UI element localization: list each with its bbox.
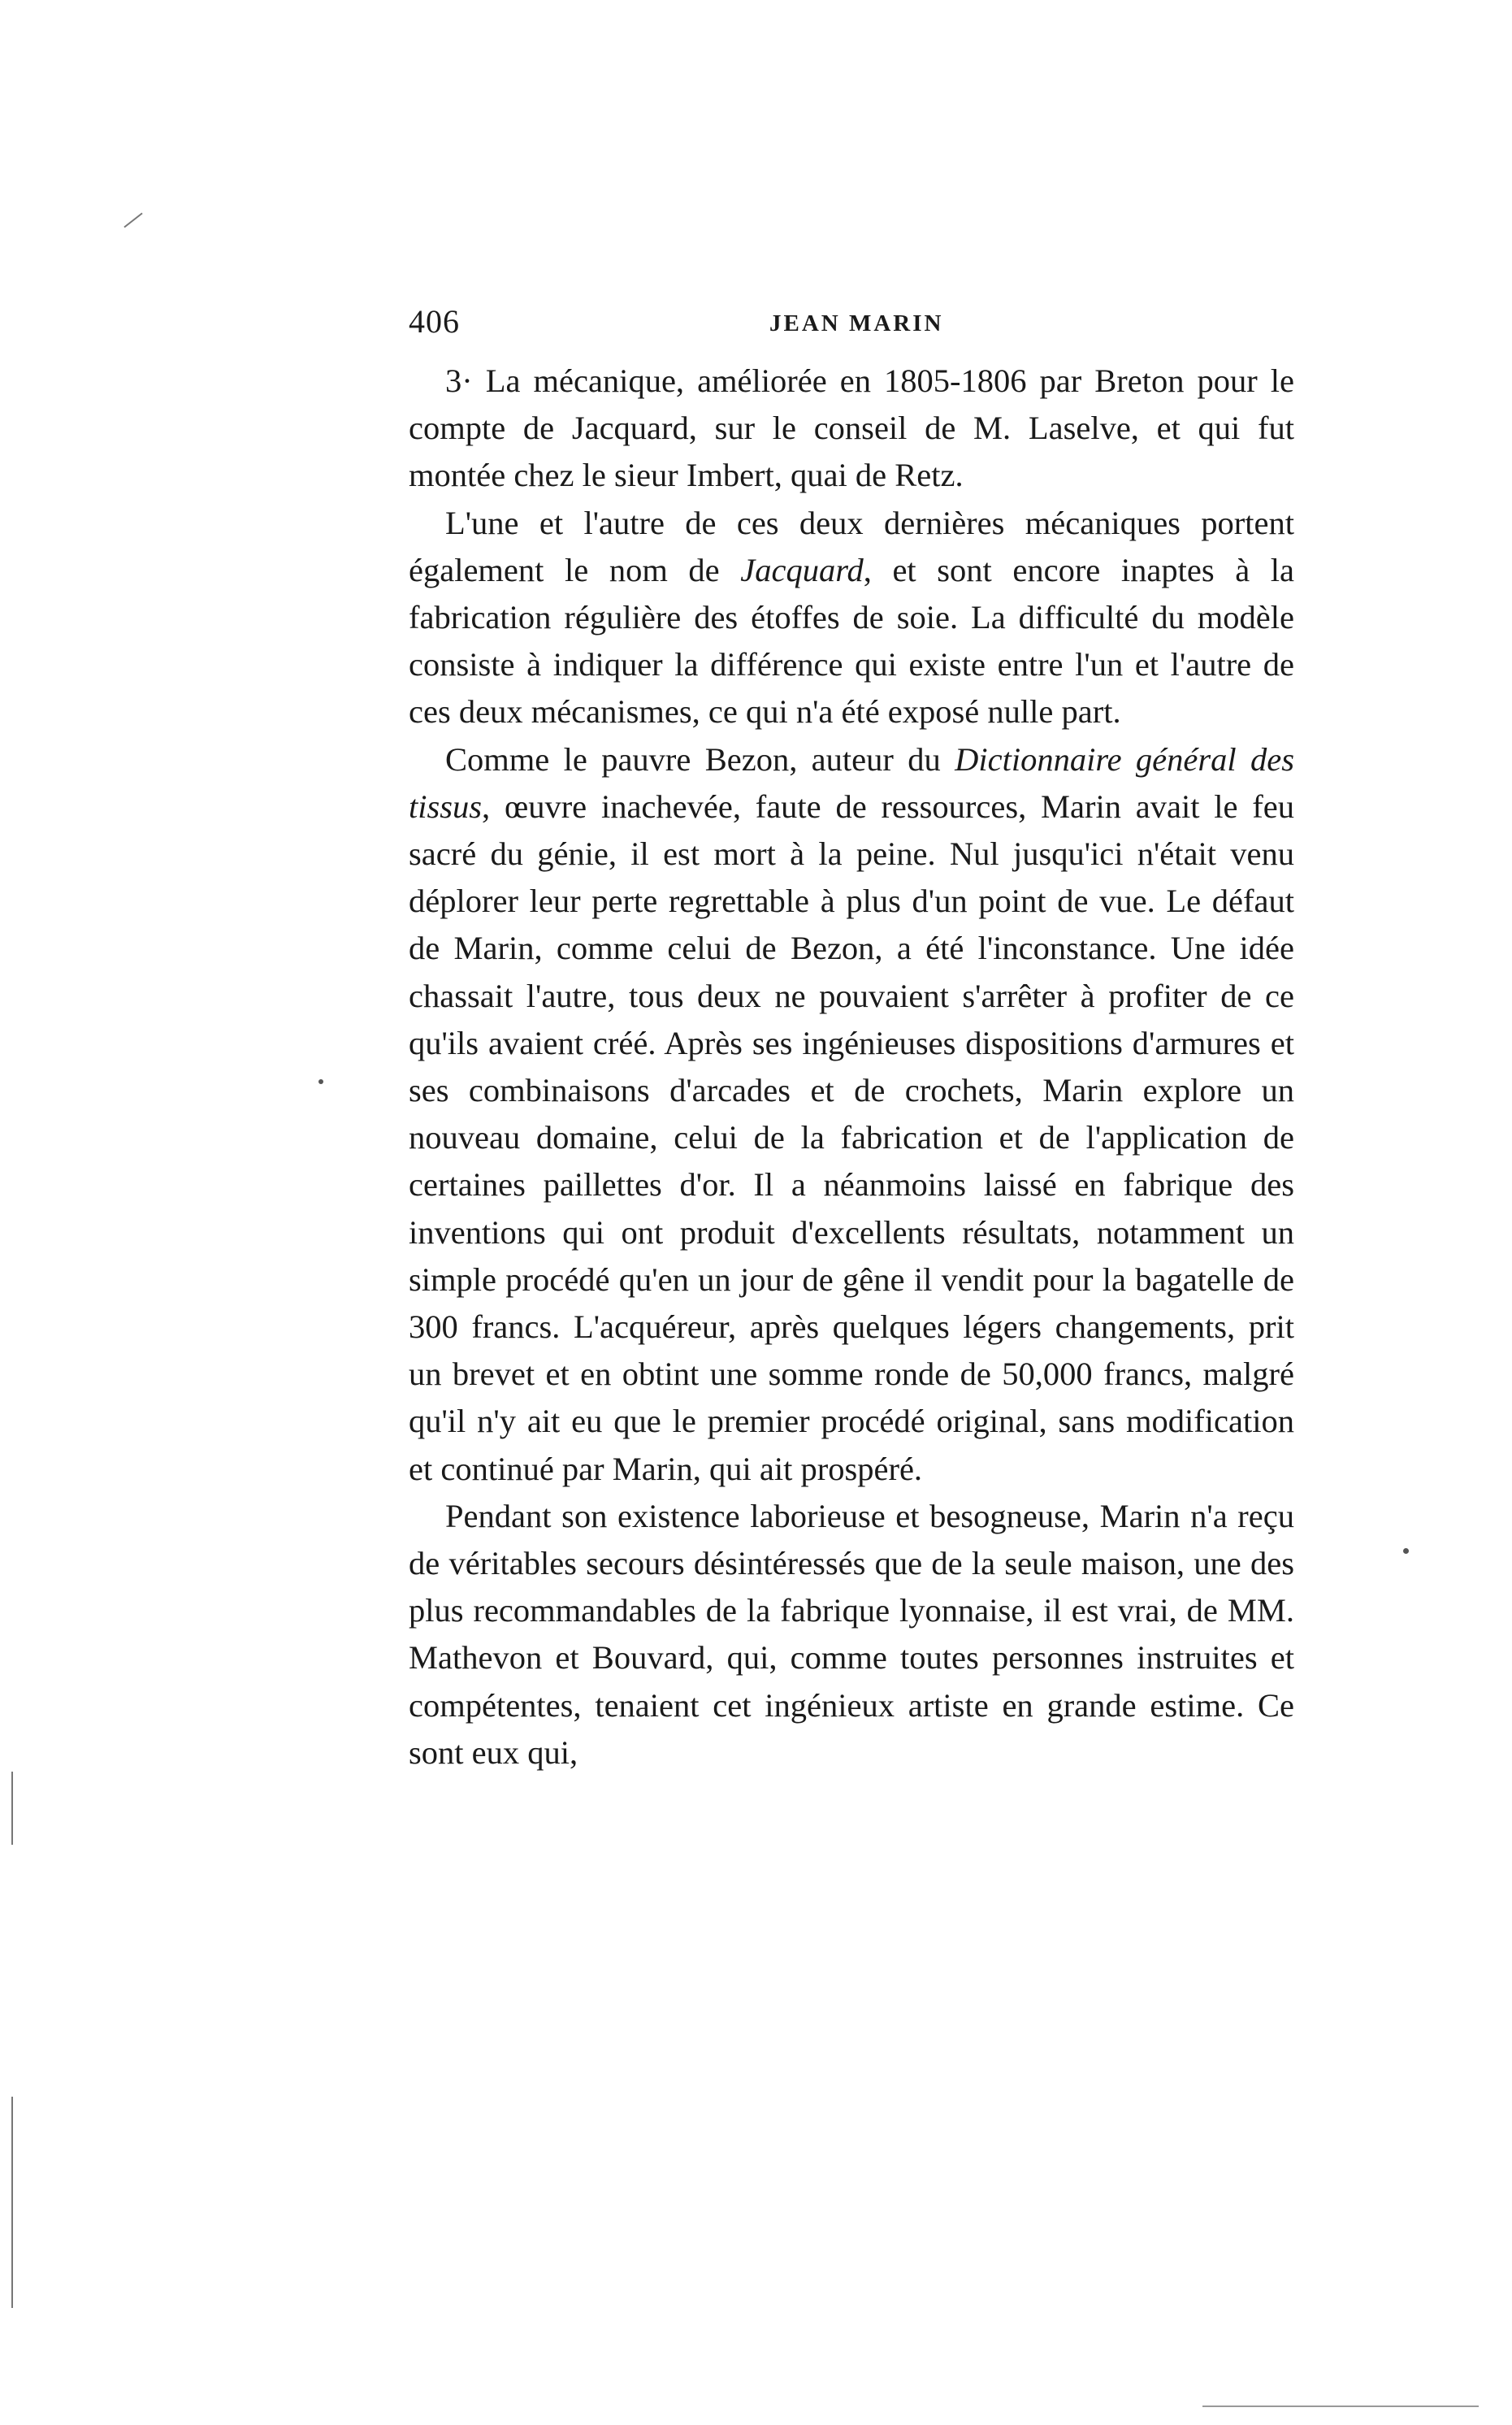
paragraph-bezon-marin (409, 736, 1294, 1493)
italic-jacquard: Jacquard (740, 551, 864, 588)
scan-speck (318, 1079, 323, 1084)
body-text (409, 358, 1294, 1776)
scan-margin-line (11, 2097, 13, 2308)
running-title: JEAN MARIN (769, 310, 944, 336)
page-header (409, 302, 1294, 343)
paragraph-text: 3· La mécanique, améliorée en 1805-1806 par Breton pour le compte de Jacquard, sur le conseil de M. Laselve, et qui fut montée chez le sieur Imbert, quai de Retz. (409, 362, 1294, 494)
scan-bottom-rule (1202, 2405, 1479, 2407)
paragraph-text: , et sont encore inaptes à la fabrication régulière des étoffes de soie. La difficulté du modèle consiste à indiquer la différence qui existe entre l'un et l'autre de ces deux mécanismes, ce qui n'a été exposé nulle part. (409, 551, 1294, 731)
paragraph-text: , œuvre inachevée, faute de ressources, Marin avait le feu sacré du génie, il est mort à la peine. Nul jusqu'ici n'était venu déplorer leur perte regrettable à plus d'un point de vue. Le défaut de Marin, comme celui de Bezon, a été l'inconstance. Une idée chassait l'autre, tous deux ne pouvaient s'arrêter à profiter de ce qu'ils avaient créé. Après ses ingénieuses dispositions d'armures et ses combinaisons d'arcades et de crochets, Marin explore un nouveau domaine, celui de la fabrication et de l'application de certaines paillettes d'or. Il a néanmoins laissé en fabrique des inventions qui ont produit d'excellents résultats, notamment un simple procédé qu'en un jour de gêne il vendit pour la bagatelle de 300 francs. L'acquéreur, après quelques légers changements, prit un brevet et en obtint une somme ronde de 50,000 francs, malgré qu'il n'y ait eu que le premier procédé original, sans modification et continué par Marin, qui ait prospéré. (409, 787, 1294, 1487)
paragraph-mecanique-1805 (409, 358, 1294, 500)
paragraph-text: Pendant son existence laborieuse et besogneuse, Marin n'a reçu de véritables secours désintéressés que de la seule maison, une des plus recommandables de la fabrique lyonnaise, il est vrai, de MM. Mathevon et Bouvard, qui, comme toutes personnes instruites et compétentes, tenaient cet ingénieux artiste en grande estime. Ce sont eux qui, (409, 1497, 1294, 1771)
italic-dictionnaire-title: Dictionnaire général des tissus (409, 740, 1294, 825)
page-number: 406 (409, 303, 460, 340)
paragraph-text: L'une et l'autre de ces deux dernières mécaniques portent également le nom de (409, 504, 1294, 588)
scan-speck (1403, 1548, 1409, 1554)
scan-margin-line (11, 1772, 13, 1845)
paragraph-text: Comme le pauvre Bezon, auteur du (445, 740, 955, 778)
paragraph-existence-laborieuse (409, 1493, 1294, 1776)
paragraph-deux-mecaniques (409, 500, 1294, 736)
scan-mark-top-left (123, 213, 142, 228)
